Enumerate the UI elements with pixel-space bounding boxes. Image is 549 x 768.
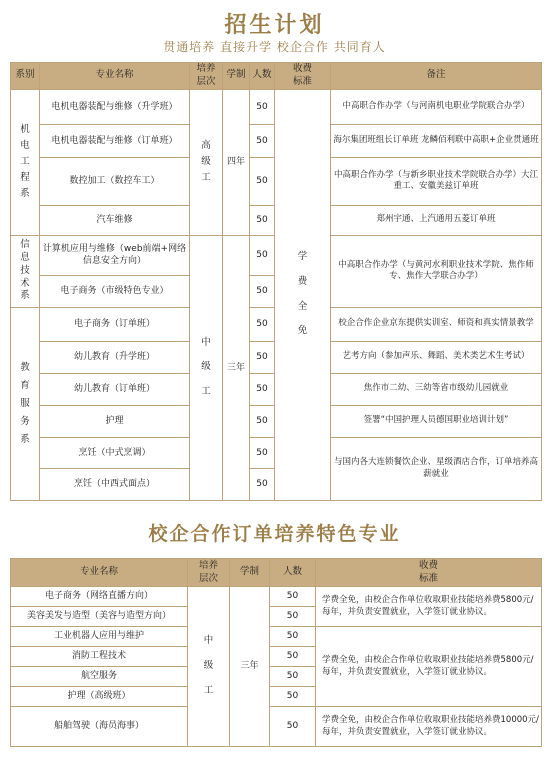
count-cell: 50 [250, 124, 275, 157]
header-dept: 系别 [11, 63, 40, 90]
page-subtitle: 贯通培养 直接升学 校企合作 共同育人 [163, 40, 386, 54]
header-note: 备注 [331, 63, 542, 90]
note-cell: 中高职合作办学（与新乡职业技术学院联合办学）大江重工、安徽美兹订单班 [331, 157, 542, 205]
count-cell: 50 [270, 687, 316, 707]
table-row [11, 89, 542, 124]
count-cell: 50 [270, 607, 316, 627]
major-cell: 电机电器装配与维修（订单班） [40, 124, 190, 157]
count-cell: 50 [270, 707, 316, 747]
header-major: 专业名称 [40, 63, 190, 90]
table-header-row [11, 559, 542, 587]
count-cell: 50 [250, 235, 275, 275]
major-cell: 护理（高级班） [11, 687, 188, 707]
header-level: 培养层次 [188, 559, 230, 587]
header-major: 专业名称 [11, 559, 188, 587]
duration-cell: 三年 [230, 587, 270, 747]
count-cell: 50 [250, 373, 275, 405]
major-cell: 烹饪（中西式面点） [40, 468, 190, 500]
count-cell: 50 [250, 341, 275, 373]
order-training-table [10, 558, 542, 747]
enrollment-plan-table [10, 62, 542, 501]
note-cell: 与国内各大连锁餐饮企业、星级酒店合作，订单培养高薪就业 [331, 437, 542, 500]
major-cell: 电子商务（市级特色专业） [40, 275, 190, 307]
level-cell: 高级工 [190, 89, 223, 235]
dept-cell: 信息技术系 [11, 235, 40, 307]
count-cell: 50 [250, 157, 275, 205]
count-cell: 50 [250, 307, 275, 341]
header-count: 人数 [270, 559, 316, 587]
note-cell: 郑州宇通、上汽通用五菱订单班 [331, 205, 542, 235]
header-duration: 学制 [230, 559, 270, 587]
page-title: 招生计划 [224, 13, 325, 38]
major-cell: 电子商务（网络直播方向） [11, 587, 188, 607]
major-cell: 数控加工（数控车工） [40, 157, 190, 205]
section-title: 校企合作订单培养特色专业 [148, 523, 401, 545]
count-cell: 50 [270, 667, 316, 687]
count-cell: 50 [270, 647, 316, 667]
note-cell: 中高职合作办学（与河南机电职业学院联合办学） [331, 89, 542, 124]
fee-cell: 学费全免，由校企合作单位收取职业技能培养费10000元/每年，并负责安置就业，入学签订就业协议。 [316, 707, 542, 747]
fee-cell: 学费全免 [275, 89, 331, 500]
major-cell: 护理 [40, 405, 190, 437]
major-cell: 烹饪（中式烹调） [40, 437, 190, 468]
table-header-row [11, 63, 542, 90]
header-duration: 学制 [223, 63, 250, 90]
count-cell: 50 [250, 205, 275, 235]
note-cell: 海尔集团班组长订单班 龙鳞佰利联中高职+企业贯通班 [331, 124, 542, 157]
major-cell: 幼儿教育（升学班） [40, 341, 190, 373]
note-cell: 中高职合作办学（与黄河水利职业技术学院、焦作师专、焦作大学联合办学） [331, 235, 542, 307]
major-cell: 电子商务（订单班） [40, 307, 190, 341]
header-level: 培养层次 [190, 63, 223, 90]
dept-cell: 机电工程系 [11, 89, 40, 235]
duration-cell: 四年 [223, 89, 250, 235]
count-cell: 50 [250, 405, 275, 437]
dept-cell: 教育服务系 [11, 307, 40, 500]
header-fee: 收费标准 [275, 63, 331, 90]
table-row [11, 587, 542, 607]
note-cell: 校企合作企业京东提供实训室、师资和真实情景教学 [331, 307, 542, 341]
count-cell: 50 [270, 587, 316, 607]
note-cell: 艺考方向（参加声乐、舞蹈、美术类艺术生考试） [331, 341, 542, 373]
major-cell: 美容美发与造型（美容与造型方向） [11, 607, 188, 627]
fee-cell: 学费全免，由校企合作单位收取职业技能培养费5800元/每年，并负责安置就业，入学签订就业协议。 [316, 587, 542, 627]
count-cell: 50 [250, 89, 275, 124]
header-fee: 收费标准 [316, 559, 542, 587]
level-cell: 中级工 [190, 235, 223, 500]
count-cell: 50 [250, 437, 275, 468]
header-count: 人数 [250, 63, 275, 90]
level-cell: 中级工 [188, 587, 230, 747]
table-row [11, 627, 542, 647]
note-cell: 焦作市二幼、三幼等省市级幼儿园就业 [331, 373, 542, 405]
major-cell: 船舶驾驶（海员海事） [11, 707, 188, 747]
table-row [11, 707, 542, 747]
major-cell: 消防工程技术 [11, 647, 188, 667]
count-cell: 50 [270, 627, 316, 647]
major-cell: 电机电器装配与维修（升学班） [40, 89, 190, 124]
count-cell: 50 [250, 275, 275, 307]
major-cell: 计算机应用与维修（web前端+网络信息安全方向） [40, 235, 190, 275]
major-cell: 汽车维修 [40, 205, 190, 235]
major-cell: 航空服务 [11, 667, 188, 687]
duration-cell: 三年 [223, 235, 250, 500]
fee-cell: 学费全免，由校企合作单位收取职业技能培养费5800元/每年，并负责安置就业，入学签订就业协议。 [316, 627, 542, 707]
count-cell: 50 [250, 468, 275, 500]
note-cell: 签署“中国护理人员德国职业培训计划” [331, 405, 542, 437]
major-cell: 工业机器人应用与维护 [11, 627, 188, 647]
major-cell: 幼儿教育（订单班） [40, 373, 190, 405]
